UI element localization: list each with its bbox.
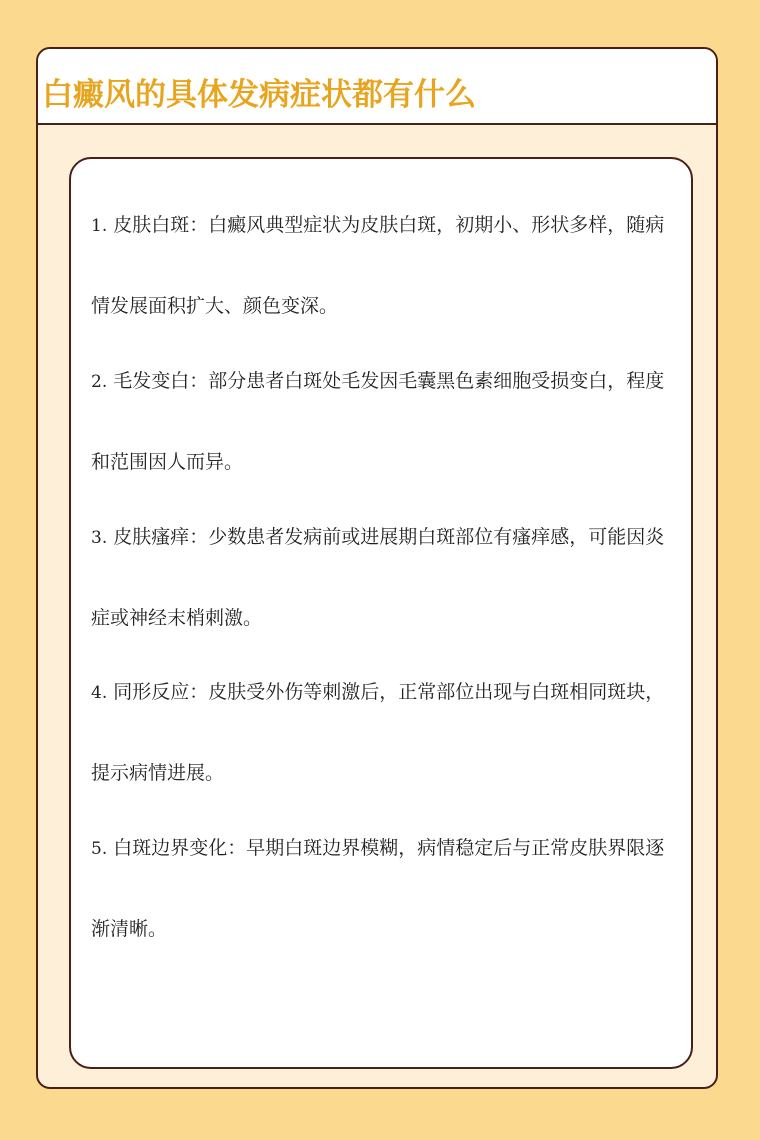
item-number: 3. xyxy=(91,528,108,548)
item-text: 白斑边界变化：早期白斑边界模糊，病情稳定后与正常皮肤界限逐渐清晰。 xyxy=(91,837,665,940)
item-number: 1. xyxy=(91,216,108,236)
list-item xyxy=(91,341,673,502)
item-number: 4. xyxy=(91,683,108,703)
title-bar xyxy=(38,49,716,125)
content-card xyxy=(69,157,693,1069)
item-number: 5. xyxy=(91,839,108,859)
page-title: 白癜风的具体发病症状都有什么 xyxy=(42,77,476,113)
item-text: 皮肤瘙痒：少数患者发病前或进展期白斑部位有瘙痒感，可能因炎症或神经末梢刺激。 xyxy=(91,526,665,629)
list-item xyxy=(91,808,673,969)
item-text: 皮肤白斑：白癜风典型症状为皮肤白斑，初期小、形状多样，随病情发展面积扩大、颜色变深。 xyxy=(91,214,665,317)
list-item xyxy=(91,497,673,658)
list-item xyxy=(91,652,673,813)
item-number: 2. xyxy=(91,372,108,392)
item-text: 毛发变白：部分患者白斑处毛发因毛囊黑色素细胞受损变白，程度和范围因人而异。 xyxy=(91,370,665,473)
item-text: 同形反应：皮肤受外伤等刺激后，正常部位出现与白斑相同斑块，提示病情进展。 xyxy=(91,681,665,784)
outer-card xyxy=(36,47,718,1089)
list-item xyxy=(91,185,673,346)
